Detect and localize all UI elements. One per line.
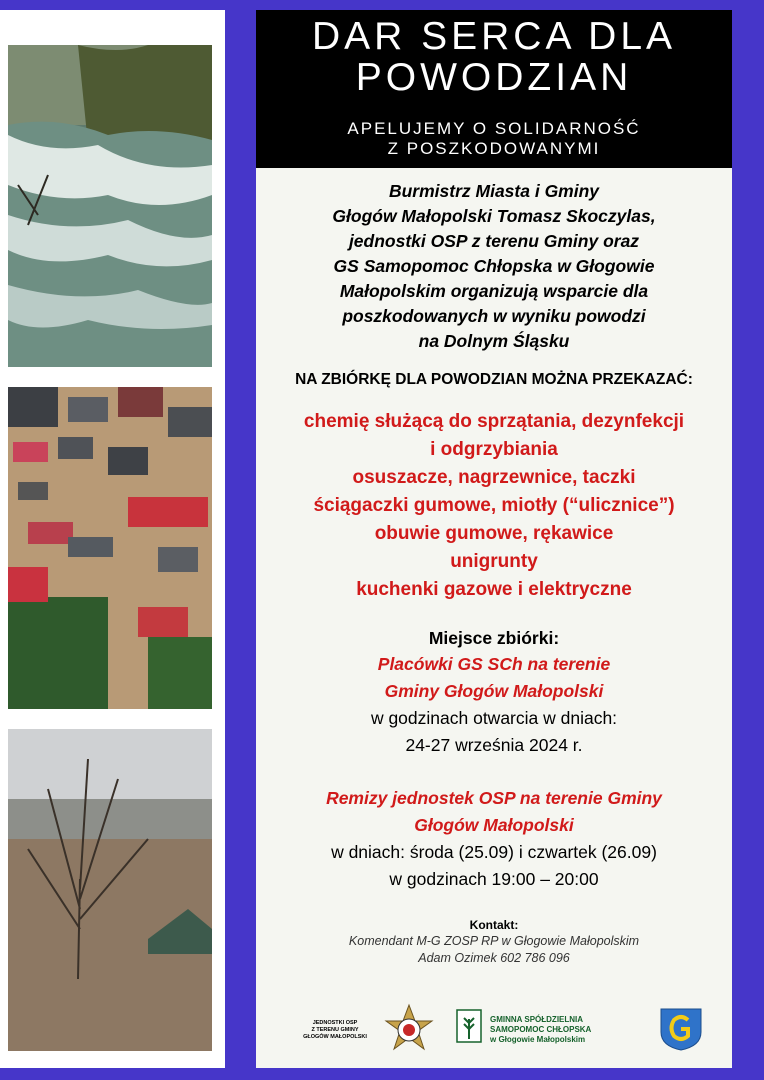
photo-flooded-tree (8, 729, 212, 1051)
location-1-line: Placówki GS SCh na terenie (377, 654, 611, 674)
photo-strip (0, 10, 225, 1068)
contact-label: Kontakt: (469, 918, 519, 932)
contact-line-2: Adam Ozimek 602 786 096 (418, 951, 570, 965)
location-2-hours (256, 839, 732, 893)
donation-item: i odgrzybiania (430, 439, 558, 460)
poster-body (256, 179, 732, 967)
donation-item: ściągaczki gumowe, miotły (“ulicznice”) (313, 495, 675, 516)
title-line-1: DAR SERCA DLA (311, 15, 677, 58)
osp-emblem-icon (382, 1003, 436, 1057)
donation-item: chemię służącą do sprzątania, dezynfekcji (303, 411, 685, 432)
crest-icon (658, 1006, 704, 1052)
photo-flooded-town (8, 387, 212, 709)
location-1-dates: 24-27 września 2024 r. (405, 735, 583, 755)
gs-logo (456, 1005, 616, 1049)
osp-text-line: JEDNOSTKI OSP (312, 1020, 358, 1026)
location-2-days: w dniach: środa (25.09) i czwartek (26.09) (331, 842, 657, 862)
intro-line: Głogów Małopolski Tomasz Skoczylas, (332, 206, 656, 226)
donation-item: unigrunty (450, 551, 538, 572)
donation-items (256, 408, 732, 604)
osp-logo-text (290, 1020, 380, 1041)
subtitle-line-2: Z POSZKODOWANYMI (387, 139, 601, 158)
donation-item: obuwie gumowe, rękawice (374, 523, 614, 544)
subtitle (256, 119, 732, 159)
osp-logo (290, 1000, 440, 1060)
location-1-name (256, 651, 732, 705)
donation-item: osuszacze, nagrzewnice, taczki (352, 467, 636, 488)
location-1-hours (256, 705, 732, 759)
title-line-2: POWODZIAN (355, 56, 633, 99)
location-2-name (256, 785, 732, 839)
location-2-line: Remizy jednostek OSP na terenie Gminy (326, 788, 662, 808)
donation-item: kuchenki gazowe i elektryczne (356, 579, 632, 600)
location-2-time: w godzinach 19:00 – 20:00 (389, 869, 599, 889)
subtitle-line-1: APELUJEMY O SOLIDARNOŚĆ (347, 119, 641, 138)
intro-text (256, 179, 732, 354)
intro-line: Małopolskim organizują wsparcie dla (339, 281, 649, 301)
gs-text-line: GMINNA SPÓŁDZIELNIA (490, 1015, 584, 1024)
osp-text-line: Z TERENU GMINY (311, 1027, 359, 1033)
municipality-crest (658, 1006, 704, 1052)
gs-text-line: SAMOPOMOC CHŁOPSKA (490, 1025, 592, 1034)
poster (256, 10, 732, 1068)
gs-text-line: w Głogowie Małopolskim (490, 1035, 586, 1044)
location-1-hours-line: w godzinach otwarcia w dniach: (370, 708, 618, 728)
header (256, 10, 732, 168)
location-1-line: Gminy Głogów Małopolski (384, 681, 604, 701)
contact-line-1: Komendant M-G ZOSP RP w Głogowie Małopolskim (348, 934, 640, 948)
intro-line: jednostki OSP z terenu Gminy oraz (348, 231, 640, 251)
location-2-line: Głogów Małopolski (414, 815, 574, 835)
osp-text-line: GŁOGÓW MAŁOPOLSKI (303, 1034, 367, 1040)
place-label: Miejsce zbiórki: (428, 628, 560, 648)
donation-heading: NA ZBIÓRKĘ DLA POWODZIAN MOŻNA PRZEKAZAĆ: (295, 371, 693, 388)
gs-logo-text (490, 1015, 591, 1045)
intro-line: poszkodowanych w wyniku powodzi (342, 306, 646, 326)
logos-row (256, 1000, 732, 1060)
intro-line: Burmistrz Miasta i Gminy (388, 181, 600, 201)
intro-line: na Dolnym Śląsku (418, 331, 570, 351)
page-title (256, 16, 732, 98)
gs-wheat-icon (456, 1009, 482, 1043)
photo-flood-river (8, 45, 212, 367)
intro-line: GS Samopomoc Chłopska w Głogowie (333, 256, 655, 276)
